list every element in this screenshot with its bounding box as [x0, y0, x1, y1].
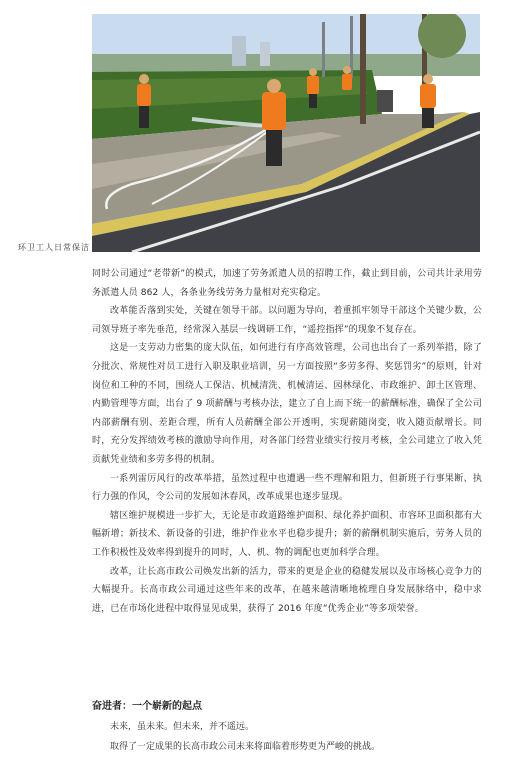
paragraph: 改革，让长高市政公司焕发出新的活力，带来的更是企业的稳健发展以及市场核心竞争力的大幅提升。长高市政公司通过这些年来的改革，在越来越清晰地梳理自身发展脉络中，稳中求进，已在市场化进程中取得显见成果，获得了 2016 年度“优秀企业”等多项荣誉。 — [92, 566, 482, 614]
section-heading: 奋进者：一个崭新的起点 — [92, 701, 202, 712]
paragraph: 改革能否落到实处，关键在领导干部。以问题为导向，着重抓牢领导干部这个关键少数，公司领导班子率先垂范，经常深入基层一线调研工作，“遥控指挥”的现象不复存在。 — [92, 306, 482, 335]
photo-caption: 环卫工人日常保洁 — [18, 243, 90, 252]
paragraph: 未来，虽未来。但未来，并不遥远。 — [110, 722, 255, 732]
closing-text — [92, 717, 482, 757]
paragraph: 取得了一定成果的长高市政公司未来将面临着形势更为严峻的挑战。 — [110, 742, 381, 752]
street-cleaning-photo — [92, 14, 480, 252]
paragraph: 同时公司通过“老带新”的模式，加速了劳务派遣人员的招聘工作，截止到目前，公司共计录用劳务派遣人员 862 人，各条业务线劳务力量相对充实稳定。 — [92, 269, 482, 298]
paragraph: 辖区维护规模进一步扩大，无论是市政道路维护面积、绿化养护面积、市容环卫面积都有大幅新增；新技术、新设备的引进，维护作业水平也稳步提升；新的薪酬机制实施后，劳务人员的工作积极性及效率得到提升的同时，人、机、物的调配也更加科学合理。 — [92, 510, 482, 558]
article-body — [92, 265, 482, 618]
paragraph: 一系列雷厉风行的改革举措，虽然过程中也遭遇一些不理解和阻力，但新班子行事果断、执行力强的作风，令公司的发展如沐春风，改革成果也逐步显现。 — [92, 473, 482, 503]
paragraph: 这是一支劳动力密集的庞大队伍，如何进行有序高效管理，公司也出台了一系列举措，除了分批次、常规性对员工进行入职及职业培训，另一方面按照“多劳多得、奖惩罚劣”的原则，针对岗位和工种的不同，围绕人工保洁、机械清洗、机械清运、园林绿化、市政维护、卸土区管理、内勤管理等方面，出台了 9 项薪酬与考核办法，建立了自上而下统一的薪酬标准，确保了全公司内部薪酬有别、差距合理，所有人员薪酬全部公开透明，实现薪随岗变，收入随贡献增长。同时，充分发挥绩效考核的激励导向作用，对各部门经营业绩实行按月考核，全公司建立了收入凭贡献凭业绩和多劳多得的机制。 — [92, 343, 482, 465]
